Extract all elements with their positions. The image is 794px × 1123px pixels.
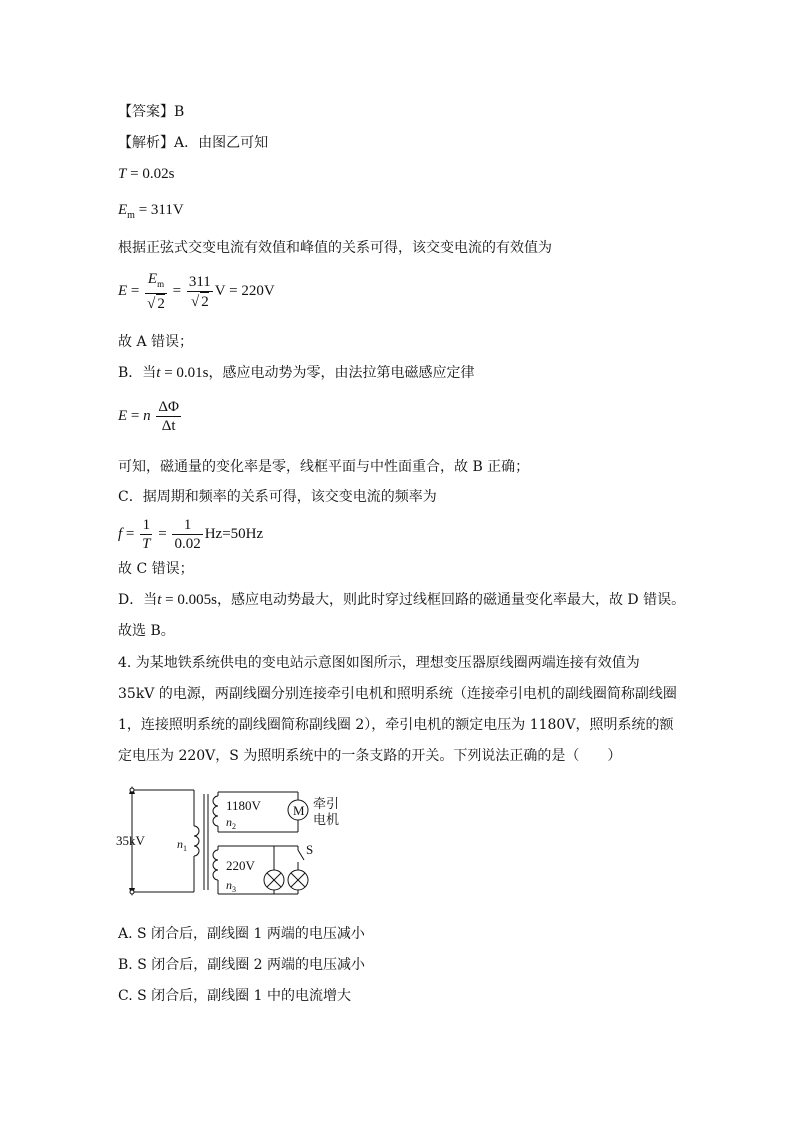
answer-line: 【答案】B	[118, 104, 185, 120]
label-1180v: 1180V	[226, 798, 261, 813]
motor-m-label: M	[293, 803, 305, 818]
choice-b[interactable]: B. S 闭合后，副线圈 2 两端的电压减小	[118, 957, 366, 973]
symbol-T: T	[118, 166, 127, 182]
option-b-analysis: B．当t = 0.01s，感应电动势为零，由法拉第电磁感应定律	[118, 365, 475, 381]
fraction-311-over-sqrt2: $\frac{311}{√ 2}$	[188, 273, 211, 310]
primary-coil	[194, 826, 199, 856]
label-n3: $n_3$	[226, 878, 236, 894]
fraction-em-over-sqrt2: $\frac{E_m}{√ 2}$	[147, 271, 165, 312]
terminal-bottom	[130, 890, 134, 894]
option-c-wrong: 故 C 错误；	[118, 561, 194, 577]
rms-relation-text: 根据正弦式交变电流有效值和峰值的关系可得，该交变电流的有效值为	[118, 240, 552, 256]
secondary-coil-1	[213, 796, 218, 826]
switch-label: S	[306, 842, 314, 857]
label-35kv: 35kV	[116, 833, 145, 848]
terminal-top	[130, 788, 134, 792]
label-n2: $n_2$	[226, 815, 236, 831]
fraction-1-over-002: $\frac{1}{0.02}$	[174, 517, 201, 553]
equation-period: T = 0.02s	[118, 166, 175, 182]
equation-rms: E = $\frac{E_m}{√ 2}$ = $\frac{311}{√ 2}$ V = 220V	[118, 271, 275, 312]
option-a-wrong: 故 A 错误；	[118, 334, 194, 350]
secondary-coil-2	[213, 850, 218, 880]
choice-a[interactable]: A. S 闭合后，副线圈 1 两端的电压减小	[118, 926, 365, 942]
motor-label-line1: 牵引	[313, 796, 340, 811]
option-d-analysis: D．当t = 0.005s，感应电动势最大，则此时穿过线框回路的磁通量变化率最大，故 D 错误。	[118, 592, 686, 608]
fraction-1-over-T: $\frac{1}{T}$	[142, 517, 151, 553]
label-n1: $n_1$	[177, 837, 187, 853]
question-4-line-2: 35kV 的电源，两副线圈分别连接牵引电机和照明系统（连接牵引电机的副线圈简称副线圈	[118, 686, 677, 702]
fraction-dphi-dt: $\frac{\Delta\Phi}{\Delta t}$	[158, 399, 180, 435]
option-b-conclusion: 可知，磁通量的变化率是零，线框平面与中性面重合，故 B 正确；	[118, 459, 530, 475]
label-220v: 220V	[226, 858, 255, 873]
switch-s[interactable]	[298, 850, 304, 860]
question-4-line-3: 1，连接照明系统的副线圈简称副线圈 2），牵引电机的额定电压为 1180V，照明系统的额	[118, 717, 674, 733]
equation-peak-emf: $E_m = 311V$	[118, 202, 184, 221]
equation-frequency: f = $\frac{1}{T}$ = $\frac{1}{0.02}$ Hz=50Hz	[118, 517, 264, 553]
choice-c[interactable]: C. S 闭合后，副线圈 1 中的电流增大	[118, 988, 351, 1004]
question-4-line-4: 定电压为 220V，S 为照明系统中的一条支路的开关。下列说法正确的是（ ）	[118, 748, 622, 764]
equation-faraday: E = n $\frac{\Delta\Phi}{\Delta t}$	[118, 399, 180, 435]
option-c-analysis: C．据周期和频率的关系可得，该交变电流的频率为	[118, 489, 437, 505]
question-4-line-1: 4. 为某地铁系统供电的变电站示意图如图所示，理想变压器原线圈两端连接有效值为	[118, 655, 640, 671]
final-choice: 故选 B。	[118, 623, 175, 639]
analysis-header: 【解析】A．由图乙可知	[118, 135, 269, 151]
motor-label-line2: 电机	[313, 812, 340, 827]
transformer-circuit-diagram	[116, 782, 356, 902]
